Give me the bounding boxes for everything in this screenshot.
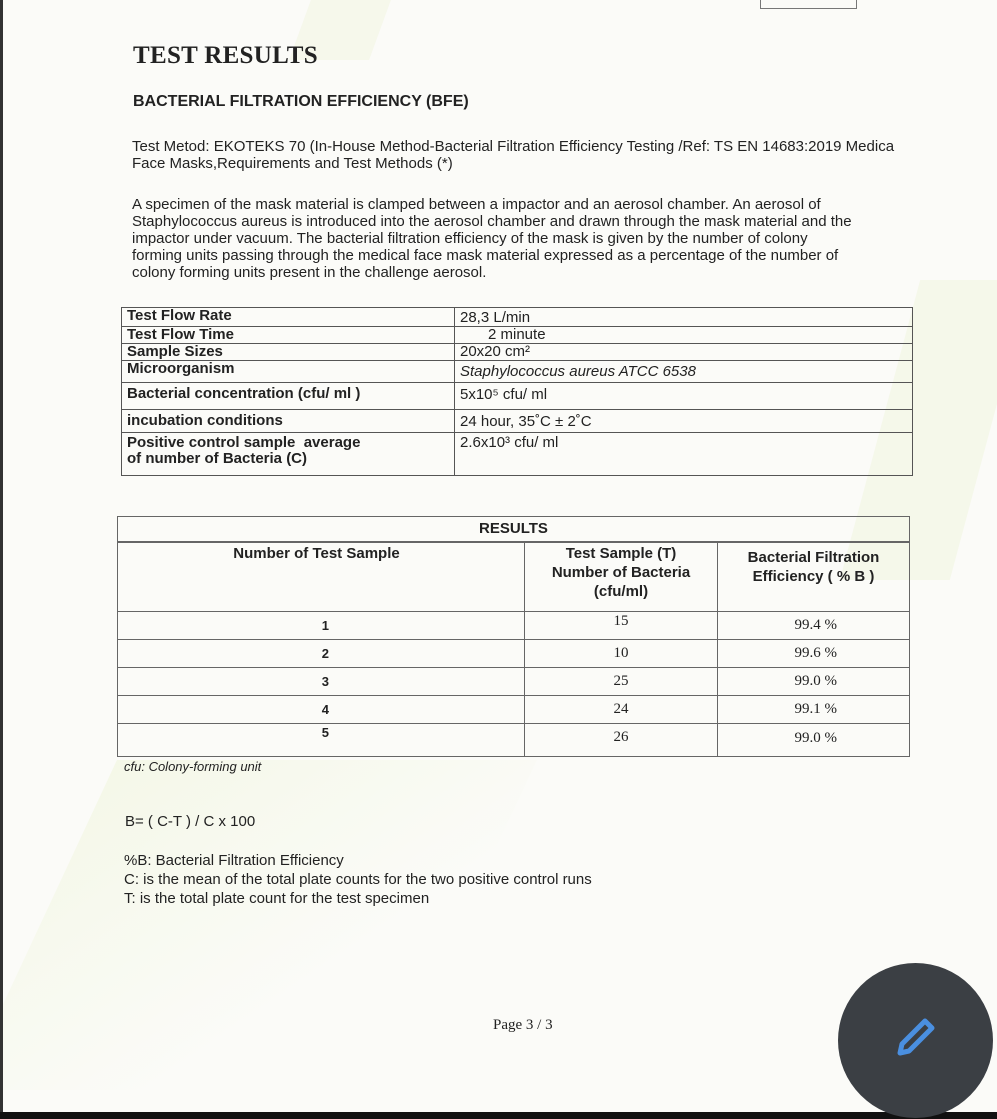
condition-label: Microorganism (122, 361, 455, 383)
definition-item: C: is the mean of the total plate counts for the two positive control runs (124, 871, 592, 888)
table-row (122, 361, 913, 383)
sample-number: 4 (118, 696, 525, 724)
filtration-efficiency: 99.6 % (718, 640, 910, 668)
header-box (760, 0, 857, 9)
definition-item: T: is the total plate count for the test specimen (124, 890, 430, 907)
table-row (122, 433, 913, 476)
bacteria-count: 15 (525, 612, 718, 640)
table-row (122, 410, 913, 433)
definition-item: %B: Bacterial Filtration Efficiency (124, 852, 344, 869)
condition-label: Bacterial concentration (cfu/ ml ) (122, 383, 455, 410)
sample-number: 1 (118, 612, 525, 640)
column-header-row (118, 542, 910, 612)
bacteria-count: 24 (525, 696, 718, 724)
condition-value: 2 minute (455, 327, 913, 344)
col-header-bacteria: Test Sample (T) Number of Bacteria (cfu/ml) (525, 542, 718, 612)
page-title: TEST RESULTS (133, 42, 318, 69)
filtration-efficiency: 99.4 % (718, 612, 910, 640)
condition-value: 28,3 L/min (455, 308, 913, 327)
test-method-text: Test Metod: EKOTEKS 70 (In-House Method-Bacterial Filtration Efficiency Testing /Ref: TS EN 14683:2019 Medica Face Masks,Requirements and Test Methods (*) (132, 138, 895, 172)
test-conditions-table (121, 307, 913, 476)
condition-label: Test Flow Rate (122, 308, 455, 327)
filtration-efficiency: 99.0 % (718, 724, 910, 757)
table-row (118, 612, 910, 640)
page-number: Page 3 / 3 (493, 1017, 553, 1033)
condition-label: Test Flow Time (122, 327, 455, 344)
sample-number: 5 (118, 724, 525, 757)
bacteria-count: 26 (525, 724, 718, 757)
watermark-shape (0, 760, 537, 1090)
cfu-note: cfu: Colony-forming unit (124, 759, 262, 774)
filtration-efficiency: 99.1 % (718, 696, 910, 724)
formula: B= ( C-T ) / C x 100 (125, 813, 256, 830)
results-heading: RESULTS (118, 517, 910, 543)
condition-value: 2.6x10³ cfu/ ml (455, 433, 913, 476)
section-subtitle: BACTERIAL FILTRATION EFFICIENCY (BFE) (133, 93, 469, 110)
table-row (118, 640, 910, 668)
definitions (124, 851, 592, 908)
table-row (122, 344, 913, 361)
bacteria-count: 25 (525, 668, 718, 696)
filtration-efficiency: 99.0 % (718, 668, 910, 696)
description-paragraph: A specimen of the mask material is clamped between a impactor and an aerosol chamber. An aerosol of Staphylococcus aureus is introduced into the aerosol chamber and drawn through the mask material and the impactor under vacuum. The bacterial filtration efficiency of the mask is given by the number of colony forming units passing through the medical face mask material expressed as a percentage of the number of colony forming units present in the challenge aerosol. (132, 196, 852, 281)
condition-label: Positive control sample average of number of Bacteria (C) (122, 433, 455, 476)
condition-value: 24 hour, 35˚C ± 2˚C (455, 410, 913, 433)
condition-label: incubation conditions (122, 410, 455, 433)
condition-value: 20x20 cm² (455, 344, 913, 361)
table-header-row (118, 517, 910, 543)
sample-number: 2 (118, 640, 525, 668)
pencil-icon (892, 1013, 940, 1061)
table-row (118, 668, 910, 696)
table-row (118, 724, 910, 757)
col-header-sample: Number of Test Sample (118, 542, 525, 612)
table-row (122, 383, 913, 410)
condition-value: Staphylococcus aureus ATCC 6538 (455, 361, 913, 383)
results-table (117, 516, 910, 757)
page-edge (0, 0, 3, 1112)
col-header-efficiency: Bacterial Filtration Efficiency ( % B ) (718, 542, 910, 612)
table-row (122, 327, 913, 344)
table-row (122, 308, 913, 327)
edit-fab-button[interactable] (838, 963, 993, 1118)
table-row (118, 696, 910, 724)
bottom-bar (0, 1112, 997, 1119)
condition-label: Sample Sizes (122, 344, 455, 361)
sample-number: 3 (118, 668, 525, 696)
condition-value: 5x10⁵ cfu/ ml (455, 383, 913, 410)
bacteria-count: 10 (525, 640, 718, 668)
